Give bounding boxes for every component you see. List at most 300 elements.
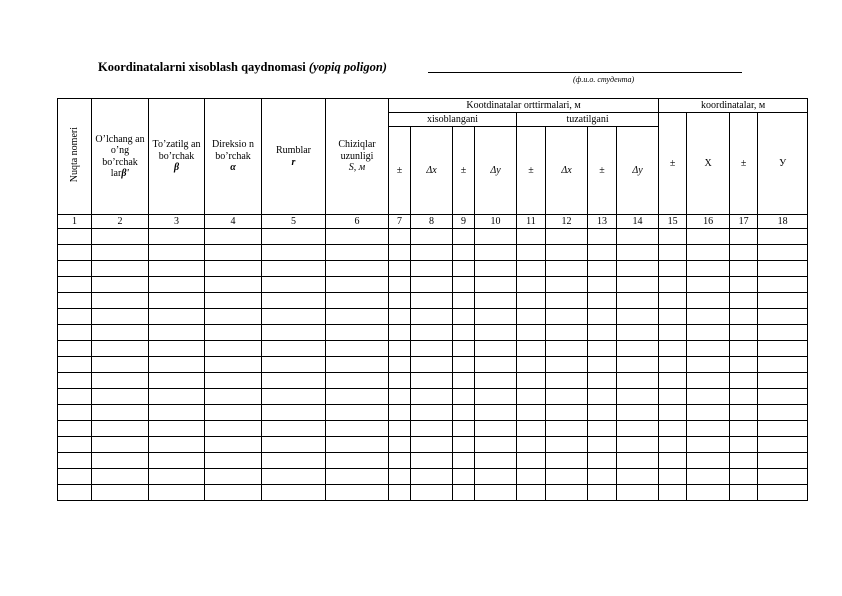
table-cell[interactable] bbox=[687, 373, 730, 389]
table-cell[interactable] bbox=[411, 421, 453, 437]
table-cell[interactable] bbox=[546, 277, 588, 293]
table-cell[interactable] bbox=[411, 309, 453, 325]
table-cell[interactable] bbox=[588, 469, 617, 485]
table-cell[interactable] bbox=[659, 357, 687, 373]
table-cell[interactable] bbox=[475, 469, 517, 485]
table-cell[interactable] bbox=[205, 485, 262, 501]
table-cell[interactable] bbox=[659, 437, 687, 453]
table-cell[interactable] bbox=[205, 389, 262, 405]
table-cell[interactable] bbox=[659, 325, 687, 341]
table-cell[interactable] bbox=[326, 229, 389, 245]
table-cell[interactable] bbox=[517, 293, 546, 309]
table-cell[interactable] bbox=[730, 341, 758, 357]
table-cell[interactable] bbox=[758, 421, 808, 437]
table-cell[interactable] bbox=[546, 421, 588, 437]
table-cell[interactable] bbox=[546, 245, 588, 261]
table-cell[interactable] bbox=[453, 293, 475, 309]
table-cell[interactable] bbox=[58, 229, 92, 245]
table-cell[interactable] bbox=[58, 357, 92, 373]
table-cell[interactable] bbox=[58, 325, 92, 341]
table-cell[interactable] bbox=[617, 437, 659, 453]
table-cell[interactable] bbox=[758, 437, 808, 453]
table-cell[interactable] bbox=[92, 437, 149, 453]
table-cell[interactable] bbox=[453, 485, 475, 501]
table-cell[interactable] bbox=[326, 405, 389, 421]
table-cell[interactable] bbox=[326, 437, 389, 453]
table-cell[interactable] bbox=[58, 277, 92, 293]
table-cell[interactable] bbox=[588, 389, 617, 405]
table-cell[interactable] bbox=[758, 309, 808, 325]
table-cell[interactable] bbox=[411, 437, 453, 453]
table-cell[interactable] bbox=[205, 325, 262, 341]
table-cell[interactable] bbox=[617, 277, 659, 293]
table-cell[interactable] bbox=[326, 421, 389, 437]
table-cell[interactable] bbox=[58, 309, 92, 325]
table-cell[interactable] bbox=[730, 437, 758, 453]
table-cell[interactable] bbox=[687, 453, 730, 469]
table-cell[interactable] bbox=[588, 325, 617, 341]
table-cell[interactable] bbox=[617, 341, 659, 357]
table-cell[interactable] bbox=[758, 229, 808, 245]
table-cell[interactable] bbox=[389, 421, 411, 437]
table-cell[interactable] bbox=[617, 405, 659, 421]
table-cell[interactable] bbox=[389, 229, 411, 245]
table-cell[interactable] bbox=[411, 261, 453, 277]
table-cell[interactable] bbox=[475, 309, 517, 325]
table-cell[interactable] bbox=[453, 261, 475, 277]
table-cell[interactable] bbox=[588, 309, 617, 325]
table-cell[interactable] bbox=[205, 469, 262, 485]
table-cell[interactable] bbox=[730, 389, 758, 405]
table-cell[interactable] bbox=[149, 293, 205, 309]
table-cell[interactable] bbox=[205, 453, 262, 469]
table-cell[interactable] bbox=[326, 261, 389, 277]
table-cell[interactable] bbox=[205, 405, 262, 421]
table-cell[interactable] bbox=[262, 277, 326, 293]
table-cell[interactable] bbox=[588, 245, 617, 261]
table-cell[interactable] bbox=[411, 453, 453, 469]
table-cell[interactable] bbox=[389, 405, 411, 421]
table-cell[interactable] bbox=[326, 293, 389, 309]
table-cell[interactable] bbox=[453, 373, 475, 389]
table-cell[interactable] bbox=[411, 485, 453, 501]
table-cell[interactable] bbox=[687, 437, 730, 453]
table-cell[interactable] bbox=[262, 325, 326, 341]
table-cell[interactable] bbox=[58, 293, 92, 309]
table-cell[interactable] bbox=[517, 309, 546, 325]
table-cell[interactable] bbox=[411, 325, 453, 341]
table-cell[interactable] bbox=[92, 309, 149, 325]
table-cell[interactable] bbox=[517, 405, 546, 421]
table-cell[interactable] bbox=[92, 261, 149, 277]
table-cell[interactable] bbox=[326, 469, 389, 485]
table-cell[interactable] bbox=[262, 421, 326, 437]
table-cell[interactable] bbox=[149, 261, 205, 277]
table-cell[interactable] bbox=[326, 325, 389, 341]
table-cell[interactable] bbox=[205, 437, 262, 453]
table-cell[interactable] bbox=[58, 245, 92, 261]
table-cell[interactable] bbox=[453, 421, 475, 437]
table-cell[interactable] bbox=[588, 261, 617, 277]
table-cell[interactable] bbox=[389, 485, 411, 501]
table-cell[interactable] bbox=[92, 357, 149, 373]
table-cell[interactable] bbox=[546, 453, 588, 469]
table-cell[interactable] bbox=[92, 469, 149, 485]
table-cell[interactable] bbox=[475, 437, 517, 453]
table-cell[interactable] bbox=[205, 261, 262, 277]
table-cell[interactable] bbox=[453, 309, 475, 325]
table-cell[interactable] bbox=[262, 453, 326, 469]
table-cell[interactable] bbox=[659, 261, 687, 277]
table-cell[interactable] bbox=[149, 469, 205, 485]
table-cell[interactable] bbox=[659, 309, 687, 325]
table-cell[interactable] bbox=[659, 405, 687, 421]
table-cell[interactable] bbox=[758, 373, 808, 389]
table-cell[interactable] bbox=[546, 485, 588, 501]
table-cell[interactable] bbox=[205, 277, 262, 293]
table-cell[interactable] bbox=[58, 437, 92, 453]
table-cell[interactable] bbox=[588, 453, 617, 469]
table-cell[interactable] bbox=[517, 245, 546, 261]
table-cell[interactable] bbox=[659, 469, 687, 485]
table-cell[interactable] bbox=[149, 341, 205, 357]
table-cell[interactable] bbox=[730, 277, 758, 293]
table-cell[interactable] bbox=[730, 405, 758, 421]
table-cell[interactable] bbox=[92, 421, 149, 437]
table-cell[interactable] bbox=[262, 245, 326, 261]
table-cell[interactable] bbox=[517, 469, 546, 485]
table-cell[interactable] bbox=[389, 293, 411, 309]
table-cell[interactable] bbox=[546, 389, 588, 405]
table-cell[interactable] bbox=[453, 469, 475, 485]
table-cell[interactable] bbox=[411, 405, 453, 421]
table-cell[interactable] bbox=[687, 389, 730, 405]
table-cell[interactable] bbox=[475, 389, 517, 405]
table-cell[interactable] bbox=[262, 341, 326, 357]
table-cell[interactable] bbox=[92, 373, 149, 389]
table-cell[interactable] bbox=[92, 293, 149, 309]
table-cell[interactable] bbox=[326, 453, 389, 469]
table-cell[interactable] bbox=[617, 309, 659, 325]
table-cell[interactable] bbox=[389, 245, 411, 261]
table-cell[interactable] bbox=[517, 437, 546, 453]
table-cell[interactable] bbox=[453, 389, 475, 405]
table-cell[interactable] bbox=[546, 325, 588, 341]
table-cell[interactable] bbox=[475, 293, 517, 309]
table-cell[interactable] bbox=[687, 245, 730, 261]
table-cell[interactable] bbox=[517, 229, 546, 245]
table-cell[interactable] bbox=[205, 357, 262, 373]
table-cell[interactable] bbox=[758, 485, 808, 501]
table-cell[interactable] bbox=[517, 389, 546, 405]
table-cell[interactable] bbox=[411, 293, 453, 309]
table-cell[interactable] bbox=[758, 261, 808, 277]
table-cell[interactable] bbox=[617, 245, 659, 261]
table-cell[interactable] bbox=[262, 261, 326, 277]
table-cell[interactable] bbox=[389, 469, 411, 485]
table-cell[interactable] bbox=[659, 229, 687, 245]
table-cell[interactable] bbox=[326, 389, 389, 405]
table-cell[interactable] bbox=[588, 405, 617, 421]
table-cell[interactable] bbox=[262, 293, 326, 309]
table-cell[interactable] bbox=[453, 245, 475, 261]
table-cell[interactable] bbox=[475, 325, 517, 341]
table-cell[interactable] bbox=[617, 485, 659, 501]
table-cell[interactable] bbox=[588, 357, 617, 373]
table-cell[interactable] bbox=[517, 357, 546, 373]
table-cell[interactable] bbox=[659, 341, 687, 357]
table-cell[interactable] bbox=[687, 421, 730, 437]
table-cell[interactable] bbox=[92, 277, 149, 293]
table-cell[interactable] bbox=[758, 405, 808, 421]
table-cell[interactable] bbox=[326, 373, 389, 389]
table-cell[interactable] bbox=[617, 261, 659, 277]
table-cell[interactable] bbox=[411, 245, 453, 261]
table-cell[interactable] bbox=[730, 469, 758, 485]
table-cell[interactable] bbox=[475, 341, 517, 357]
table-cell[interactable] bbox=[475, 453, 517, 469]
table-cell[interactable] bbox=[389, 453, 411, 469]
table-cell[interactable] bbox=[758, 341, 808, 357]
table-cell[interactable] bbox=[617, 357, 659, 373]
table-cell[interactable] bbox=[517, 325, 546, 341]
table-cell[interactable] bbox=[58, 421, 92, 437]
table-cell[interactable] bbox=[659, 293, 687, 309]
table-cell[interactable] bbox=[262, 309, 326, 325]
table-cell[interactable] bbox=[546, 437, 588, 453]
table-cell[interactable] bbox=[475, 357, 517, 373]
table-cell[interactable] bbox=[687, 341, 730, 357]
table-cell[interactable] bbox=[149, 389, 205, 405]
table-cell[interactable] bbox=[730, 453, 758, 469]
table-cell[interactable] bbox=[411, 277, 453, 293]
table-cell[interactable] bbox=[149, 405, 205, 421]
table-cell[interactable] bbox=[475, 277, 517, 293]
table-cell[interactable] bbox=[546, 309, 588, 325]
table-cell[interactable] bbox=[588, 373, 617, 389]
table-cell[interactable] bbox=[730, 325, 758, 341]
table-cell[interactable] bbox=[687, 357, 730, 373]
table-cell[interactable] bbox=[453, 229, 475, 245]
table-cell[interactable] bbox=[730, 357, 758, 373]
table-cell[interactable] bbox=[92, 485, 149, 501]
table-cell[interactable] bbox=[475, 421, 517, 437]
table-cell[interactable] bbox=[617, 469, 659, 485]
table-cell[interactable] bbox=[389, 341, 411, 357]
table-cell[interactable] bbox=[149, 485, 205, 501]
table-cell[interactable] bbox=[687, 277, 730, 293]
table-cell[interactable] bbox=[58, 389, 92, 405]
table-cell[interactable] bbox=[730, 421, 758, 437]
table-cell[interactable] bbox=[730, 485, 758, 501]
table-cell[interactable] bbox=[617, 421, 659, 437]
table-cell[interactable] bbox=[326, 485, 389, 501]
table-cell[interactable] bbox=[517, 373, 546, 389]
table-cell[interactable] bbox=[453, 277, 475, 293]
table-cell[interactable] bbox=[453, 437, 475, 453]
table-cell[interactable] bbox=[659, 485, 687, 501]
table-cell[interactable] bbox=[58, 261, 92, 277]
table-cell[interactable] bbox=[588, 341, 617, 357]
table-cell[interactable] bbox=[92, 245, 149, 261]
table-cell[interactable] bbox=[659, 389, 687, 405]
table-cell[interactable] bbox=[58, 453, 92, 469]
table-cell[interactable] bbox=[453, 453, 475, 469]
table-cell[interactable] bbox=[149, 277, 205, 293]
table-cell[interactable] bbox=[453, 357, 475, 373]
table-cell[interactable] bbox=[149, 245, 205, 261]
table-cell[interactable] bbox=[475, 229, 517, 245]
table-cell[interactable] bbox=[730, 245, 758, 261]
table-cell[interactable] bbox=[453, 341, 475, 357]
table-cell[interactable] bbox=[546, 293, 588, 309]
table-cell[interactable] bbox=[58, 341, 92, 357]
table-cell[interactable] bbox=[205, 229, 262, 245]
table-cell[interactable] bbox=[92, 341, 149, 357]
table-cell[interactable] bbox=[617, 389, 659, 405]
table-cell[interactable] bbox=[588, 485, 617, 501]
table-cell[interactable] bbox=[58, 405, 92, 421]
table-cell[interactable] bbox=[205, 373, 262, 389]
table-cell[interactable] bbox=[517, 261, 546, 277]
table-cell[interactable] bbox=[730, 373, 758, 389]
table-cell[interactable] bbox=[58, 485, 92, 501]
table-cell[interactable] bbox=[617, 325, 659, 341]
table-cell[interactable] bbox=[617, 453, 659, 469]
table-cell[interactable] bbox=[475, 261, 517, 277]
table-cell[interactable] bbox=[730, 293, 758, 309]
table-cell[interactable] bbox=[149, 357, 205, 373]
table-cell[interactable] bbox=[546, 469, 588, 485]
table-cell[interactable] bbox=[262, 229, 326, 245]
table-cell[interactable] bbox=[758, 389, 808, 405]
table-cell[interactable] bbox=[517, 421, 546, 437]
table-cell[interactable] bbox=[758, 469, 808, 485]
table-cell[interactable] bbox=[149, 453, 205, 469]
table-cell[interactable] bbox=[92, 325, 149, 341]
table-cell[interactable] bbox=[730, 229, 758, 245]
table-cell[interactable] bbox=[453, 405, 475, 421]
table-cell[interactable] bbox=[687, 293, 730, 309]
table-cell[interactable] bbox=[659, 453, 687, 469]
table-cell[interactable] bbox=[92, 389, 149, 405]
table-cell[interactable] bbox=[588, 229, 617, 245]
table-cell[interactable] bbox=[659, 421, 687, 437]
table-cell[interactable] bbox=[389, 309, 411, 325]
table-cell[interactable] bbox=[546, 261, 588, 277]
table-cell[interactable] bbox=[758, 293, 808, 309]
table-cell[interactable] bbox=[149, 325, 205, 341]
table-cell[interactable] bbox=[475, 405, 517, 421]
table-cell[interactable] bbox=[262, 389, 326, 405]
table-cell[interactable] bbox=[326, 341, 389, 357]
table-cell[interactable] bbox=[687, 261, 730, 277]
table-cell[interactable] bbox=[411, 469, 453, 485]
table-cell[interactable] bbox=[517, 341, 546, 357]
table-cell[interactable] bbox=[389, 325, 411, 341]
table-cell[interactable] bbox=[149, 437, 205, 453]
table-cell[interactable] bbox=[326, 245, 389, 261]
table-cell[interactable] bbox=[262, 469, 326, 485]
table-cell[interactable] bbox=[588, 277, 617, 293]
table-cell[interactable] bbox=[205, 245, 262, 261]
table-cell[interactable] bbox=[262, 357, 326, 373]
table-cell[interactable] bbox=[389, 357, 411, 373]
table-cell[interactable] bbox=[617, 229, 659, 245]
table-cell[interactable] bbox=[205, 341, 262, 357]
table-cell[interactable] bbox=[546, 341, 588, 357]
table-cell[interactable] bbox=[659, 245, 687, 261]
table-cell[interactable] bbox=[517, 277, 546, 293]
table-cell[interactable] bbox=[411, 373, 453, 389]
table-cell[interactable] bbox=[758, 245, 808, 261]
table-cell[interactable] bbox=[758, 357, 808, 373]
table-cell[interactable] bbox=[205, 293, 262, 309]
table-cell[interactable] bbox=[411, 389, 453, 405]
table-cell[interactable] bbox=[149, 421, 205, 437]
table-cell[interactable] bbox=[730, 261, 758, 277]
table-cell[interactable] bbox=[92, 453, 149, 469]
table-cell[interactable] bbox=[262, 405, 326, 421]
table-cell[interactable] bbox=[687, 485, 730, 501]
table-cell[interactable] bbox=[92, 229, 149, 245]
table-cell[interactable] bbox=[687, 309, 730, 325]
table-cell[interactable] bbox=[389, 277, 411, 293]
table-cell[interactable] bbox=[389, 373, 411, 389]
table-cell[interactable] bbox=[758, 453, 808, 469]
table-cell[interactable] bbox=[205, 421, 262, 437]
table-cell[interactable] bbox=[149, 373, 205, 389]
table-cell[interactable] bbox=[149, 309, 205, 325]
table-cell[interactable] bbox=[475, 245, 517, 261]
table-cell[interactable] bbox=[453, 325, 475, 341]
table-cell[interactable] bbox=[546, 229, 588, 245]
table-cell[interactable] bbox=[58, 469, 92, 485]
table-cell[interactable] bbox=[588, 293, 617, 309]
table-cell[interactable] bbox=[659, 277, 687, 293]
table-cell[interactable] bbox=[758, 277, 808, 293]
table-cell[interactable] bbox=[546, 357, 588, 373]
table-cell[interactable] bbox=[617, 373, 659, 389]
table-cell[interactable] bbox=[411, 341, 453, 357]
table-cell[interactable] bbox=[389, 437, 411, 453]
table-cell[interactable] bbox=[517, 485, 546, 501]
table-cell[interactable] bbox=[475, 485, 517, 501]
table-cell[interactable] bbox=[326, 277, 389, 293]
table-cell[interactable] bbox=[92, 405, 149, 421]
table-cell[interactable] bbox=[475, 373, 517, 389]
table-cell[interactable] bbox=[687, 325, 730, 341]
table-cell[interactable] bbox=[758, 325, 808, 341]
table-cell[interactable] bbox=[546, 373, 588, 389]
table-cell[interactable] bbox=[730, 309, 758, 325]
table-cell[interactable] bbox=[411, 229, 453, 245]
table-cell[interactable] bbox=[262, 437, 326, 453]
table-cell[interactable] bbox=[389, 261, 411, 277]
table-cell[interactable] bbox=[262, 373, 326, 389]
table-cell[interactable] bbox=[588, 421, 617, 437]
table-cell[interactable] bbox=[617, 293, 659, 309]
table-cell[interactable] bbox=[411, 357, 453, 373]
table-cell[interactable] bbox=[326, 357, 389, 373]
table-cell[interactable] bbox=[262, 485, 326, 501]
table-cell[interactable] bbox=[659, 373, 687, 389]
table-cell[interactable] bbox=[58, 373, 92, 389]
table-cell[interactable] bbox=[546, 405, 588, 421]
table-cell[interactable] bbox=[687, 405, 730, 421]
table-cell[interactable] bbox=[389, 389, 411, 405]
table-cell[interactable] bbox=[205, 309, 262, 325]
